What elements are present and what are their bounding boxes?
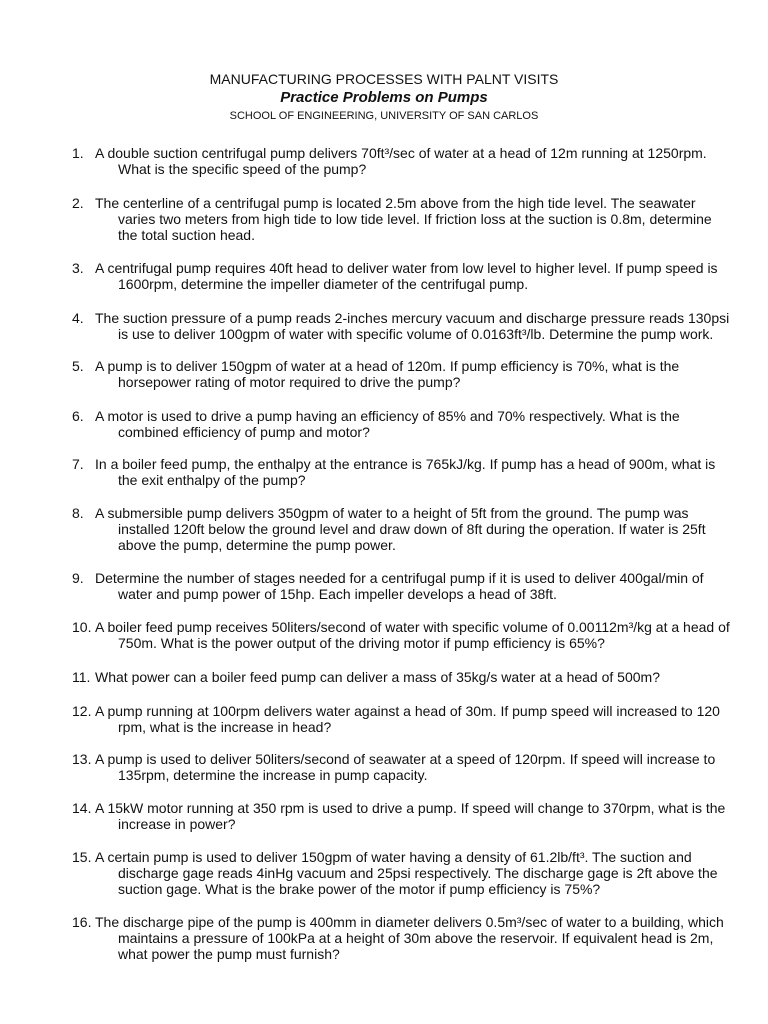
problem-text-continued: discharge gage reads 4inHg vacuum and 25psi respectively. The discharge gage is 2ft above the (118, 865, 718, 881)
problem-text: In a boiler feed pump, the enthalpy at the entrance is 765kJ/kg. If pump has a head of 900m, what is (95, 456, 716, 472)
problem-text-continued: what power the pump must furnish? (118, 946, 340, 962)
problem-text-continued: 135rpm, determine the increase in pump capacity. (118, 767, 428, 783)
problem-text-continued: maintains a pressure of 100kPa at a height of 30m above the reservoir. If equivalent head is 2m, (118, 930, 714, 946)
problem-text: The discharge pipe of the pump is 400mm in diameter delivers 0.5m³/sec of water to a building, which (95, 914, 724, 930)
problem-text-continued: the exit enthalpy of the pump? (118, 472, 306, 488)
problem-number: 10. (72, 619, 92, 635)
problem-number: 2. (72, 195, 84, 211)
problem-text-continued: above the pump, determine the pump power. (118, 537, 396, 553)
problem-text: A boiler feed pump receives 50liters/second of water with specific volume of 0.00112m³/kg at a head of (95, 619, 730, 635)
document-header (0, 70, 768, 123)
problem-text-continued: varies two meters from high tide to low tide level. If friction loss at the suction is 0.8m, determine (118, 211, 712, 227)
problem-text: A pump running at 100rpm delivers water against a head of 30m. If pump speed will increased to 120 (95, 703, 720, 719)
problem-number: 5. (72, 358, 84, 374)
problem-number: 6. (72, 408, 84, 424)
problem-text-continued: the total suction head. (118, 227, 255, 243)
problem-text-continued: installed 120ft below the ground level and draw down of 8ft during the operation. If water is 25ft (118, 521, 706, 537)
problem-text-continued: What is the specific speed of the pump? (118, 161, 367, 177)
problem-text-continued: 750m. What is the power output of the driving motor if pump efficiency is 65%? (118, 635, 605, 651)
school-name: SCHOOL OF ENGINEERING, UNIVERSITY OF SAN CARLOS (229, 110, 539, 122)
problem-text-continued: water and pump power of 15hp. Each impeller develops a head of 38ft. (118, 586, 557, 602)
problem-text: A pump is used to deliver 50liters/second of seawater at a speed of 120rpm. If speed will increase to (95, 751, 716, 767)
problem-number: 12. (72, 703, 92, 719)
problem-text: The centerline of a centrifugal pump is located 2.5m above from the high tide level. The seawater (95, 195, 696, 211)
problem-text: A pump is to deliver 150gpm of water at a head of 120m. If pump efficiency is 70%, what is the (95, 358, 680, 374)
problem-text-continued: rpm, what is the increase in head? (118, 719, 332, 735)
problem-text-continued: is use to deliver 100gpm of water with specific volume of 0.0163ft³/lb. Determine the pump work. (118, 326, 714, 342)
problem-text: Determine the number of stages needed for a centrifugal pump if it is used to deliver 400gal/min of (95, 570, 704, 586)
problem-text: A centrifugal pump requires 40ft head to deliver water from low level to higher level. If pump speed is (95, 260, 718, 276)
problem-number: 14. (72, 800, 92, 816)
problem-number: 15. (72, 849, 92, 865)
course-title: MANUFACTURING PROCESSES WITH PALNT VISITS (209, 71, 559, 87)
problem-text-continued: combined efficiency of pump and motor? (118, 424, 370, 440)
problem-text: What power can a boiler feed pump can deliver a mass of 35kg/s water at a head of 500m? (95, 669, 660, 685)
problem-text: A motor is used to drive a pump having an efficiency of 85% and 70% respectively. What is the (95, 408, 680, 424)
problem-number: 16. (72, 914, 92, 930)
document-title: Practice Problems on Pumps (280, 89, 488, 106)
problem-text-continued: horsepower rating of motor required to drive the pump? (118, 374, 461, 390)
problem-number: 9. (72, 570, 84, 586)
problem-text-continued: 1600rpm, determine the impeller diameter of the centrifugal pump. (118, 276, 529, 292)
problem-number: 7. (72, 456, 84, 472)
problem-text-continued: increase in power? (118, 816, 236, 832)
problem-text: The suction pressure of a pump reads 2-inches mercury vacuum and discharge pressure reads 130psi (95, 310, 730, 326)
problem-number: 4. (72, 310, 84, 326)
problem-number: 11. (72, 669, 91, 685)
problem-number: 8. (72, 505, 84, 521)
problem-text: A submersible pump delivers 350gpm of water to a height of 5ft from the ground. The pump was (95, 505, 689, 521)
problem-number: 1. (72, 145, 84, 161)
problem-text: A 15kW motor running at 350 rpm is used to drive a pump. If speed will change to 370rpm, what is the (95, 800, 726, 816)
problem-number: 13. (72, 751, 92, 767)
problem-text: A double suction centrifugal pump delivers 70ft³/sec of water at a head of 12m running at 1250rpm. (95, 145, 707, 161)
problem-text-continued: suction gage. What is the brake power of the motor if pump efficiency is 75%? (118, 881, 601, 897)
problem-text: A certain pump is used to deliver 150gpm of water having a density of 61.2lb/ft³. The suction and (95, 849, 692, 865)
problem-number: 3. (72, 260, 84, 276)
